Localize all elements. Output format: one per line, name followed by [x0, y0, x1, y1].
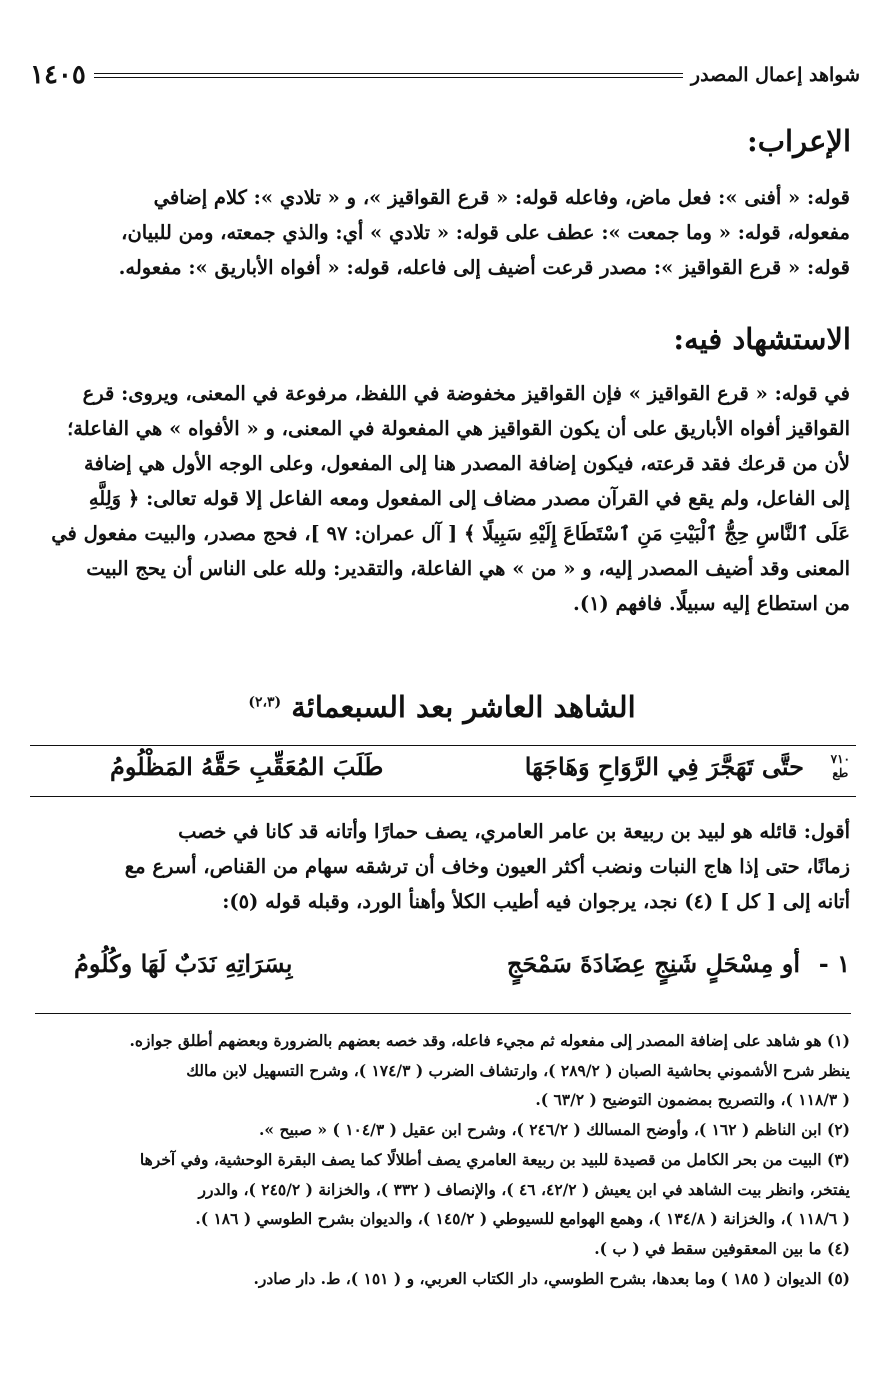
quran-verse-line: عَلَى ٱلنَّاسِ حِجُّ ٱلْبَيْتِ مَنِ ٱسْتَطَاعَ إِلَيْهِ سَبِيلًا ﴾ [ آل عمران: ٩٧ ]، فحج مصدر، والبيت مفعول في [51, 522, 850, 545]
text-line: إلى الفاعل، ولم يقع في القرآن مصدر مضاف إلى المفعول ومعه الفاعل إلا قوله تعالى: ﴿ وَلِلَّهِ [88, 487, 850, 510]
verse-hemistich-right: حتَّى تَهَجَّرَ فِي الرَّوَاحِ وَهَاجَهَا [524, 752, 804, 781]
header-rule [94, 73, 683, 78]
text-line: زمانًا، حتى إذا هاج النبات ونضب أكثر العيون وخاف أن ترشقه سهام من القناص، أسرع مع [124, 855, 850, 878]
footnote-line: ينظر شرح الأشموني بحاشية الصبان ( ٢٨٩/٢ )، وارتشاف الضرب ( ١٧٤/٣ )، وشرح التسهيل لابن مالك [186, 1060, 850, 1080]
footnote-line: ( ١١٨/٣ )، والتصريح بمضمون التوضيح ( ٦٣/٢ ). [535, 1090, 850, 1110]
text-line: أتانه إلى [ كل ] (٤) نجد، يرجوان فيه أطيب الكلأ وأهنأ الورد، وقبله قوله (٥): [222, 890, 850, 913]
page-number: ١٤٠٥ [30, 60, 86, 90]
text-line: المعنى وقد أضيف المصدر إليه، و « من » هي الفاعلة، والتقدير: ولله على الناس أن يحج البيت [86, 557, 850, 580]
text-line: قوله: « أفنى »: فعل ماض، وفاعله قوله: « قرع القواقيز »، و « تلادي »: كلام إضافي [153, 186, 850, 209]
i3rab-heading: الإعراب: [747, 124, 851, 158]
text-line: أقول: قائله هو لبيد بن ربيعة بن عامر العامري، يصف حمارًا وأتانه قد كانا في خصب [178, 820, 850, 843]
verse-number-value: ٧١٠ [830, 752, 850, 766]
istishhad-paragraph [34, 376, 850, 621]
i3rab-paragraph [34, 180, 850, 285]
verse-line-1 [34, 945, 850, 989]
verse-number-tag: طع [832, 766, 849, 780]
footnotes-divider [35, 1013, 851, 1014]
verse-box [30, 745, 856, 797]
footnote-ref: (٢،٣) [248, 694, 282, 711]
aqul-paragraph [34, 814, 850, 919]
text-line: مفعوله، قوله: « وما جمعت »: عطف على قوله: « تلادي » أي: والذي جمعته، ومن للبيان، [121, 221, 850, 244]
footnote-line: (٣) البيت من بحر الكامل من قصيدة للبيد بن ربيعة العامري يصف أطلالًا كما يصف البقرة الوحشية، وفي آخرها [139, 1149, 850, 1169]
footnote-line: (٥) الديوان ( ١٨٥ ) وما بعدها، بشرح الطوسي، دار الكتاب العربي، و ( ١٥١ )، ط. دار صادر. [253, 1268, 850, 1288]
verse-hemistich-left: طَلَبَ المُعَقِّبِ حَقَّهُ المَظْلُومُ [110, 752, 384, 781]
text-line: قوله: « قرع القواقيز »: مصدر قرعت أضيف إلى فاعله، قوله: « أفواه الأباريق »: مفعوله. [118, 256, 850, 279]
text-line: القواقيز أفواه الأباريق على أن يكون القواقيز هي المفعولة في المعنى، و « الأفواه » هي الفاعلة؛ [67, 417, 850, 440]
verse-hemistich-right: أو مِسْحَلٍ شَنِجٍ عِضَادَةَ سَمْحَجٍ [506, 949, 800, 978]
footnote-line: يفتخر، وانظر بيت الشاهد في ابن يعيش ( ٤٢/٢، ٤٦ )، والإنصاف ( ٣٣٢ )، والخزانة ( ٢٤٥/٢ )، والدرر [198, 1179, 850, 1199]
text-line: في قوله: « قرع القواقيز » فإن القواقيز مخفوضة في اللفظ، مرفوعة في المعنى، ويروى: قرع [82, 382, 850, 405]
footnote-line: (٢) ابن الناظم ( ١٦٢ )، وأوضح المسالك ( ٢٤٦/٢ )، وشرح ابن عقيل ( ١٠٤/٣ ) « صبيح ». [258, 1120, 850, 1140]
shahid-title [34, 690, 850, 724]
running-header [30, 58, 860, 92]
text-line: من استطاع إليه سبيلًا. فافهم (١). [573, 592, 850, 615]
text-line: لأن من قرعك فقد قرعته، فيكون إضافة المصدر هنا إلى المفعول، وعلى الوجه الأول هي إضافة [84, 452, 850, 475]
footnote-line: (٤) ما بين المعقوفين سقط في ( ب ). [594, 1238, 850, 1258]
footnote-line: ( ١١٨/٦ )، والخزانة ( ١٣٤/٨ )، وهمع الهوامع للسيوطي ( ١٤٥/٢ )، والديوان بشرح الطوسي ( ١٨٦ ). [195, 1209, 850, 1229]
verse-line-number: ١ - [818, 949, 850, 978]
verse-hemistich-left: بِسَرَاتِهِ نَدَبٌ لَهَا وكُلُومُ [74, 949, 293, 978]
running-title: شواهد إعمال المصدر [690, 64, 860, 86]
shahid-title-text: الشاهد العاشر بعد السبعمائة [291, 690, 636, 724]
verse-number [831, 752, 850, 780]
footnote-line: (١) هو شاهد على إضافة المصدر إلى مفعوله ثم مجيء فاعله، وقد خصه بعضهم بالضرورة وبعضهم أطلق جوازه. [129, 1031, 850, 1050]
footnotes [34, 1026, 850, 1293]
istishhad-heading: الاستشهاد فيه: [673, 322, 851, 356]
